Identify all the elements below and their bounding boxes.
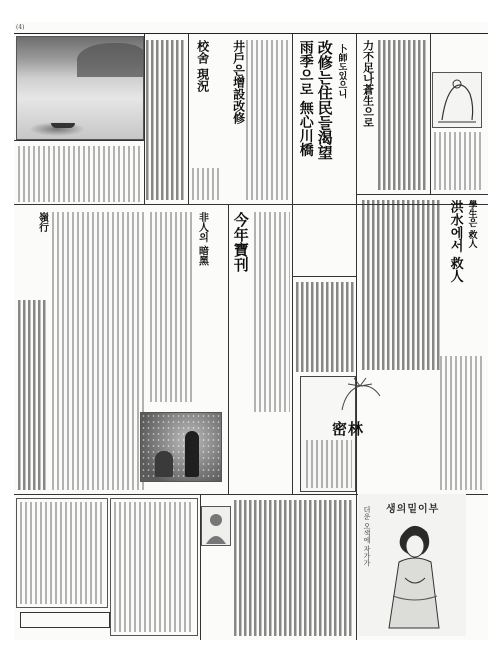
ad-copy: 더운 오색에 자가가 [363, 506, 371, 567]
running-header [14, 22, 488, 34]
text-column [306, 440, 352, 488]
woman-illustration-icon [379, 518, 449, 634]
headline: 校舍 現況 [195, 40, 210, 93]
headline: 非人의 暗黑 [196, 212, 208, 266]
text-column [114, 502, 194, 632]
headline: 嶺行 [36, 212, 48, 232]
headline-sub: 學生은 救人 [466, 200, 477, 249]
boat-shape [51, 123, 75, 128]
small-portrait-icon [201, 506, 231, 546]
text-column [234, 500, 352, 636]
text-column [52, 212, 144, 490]
headline-main: 雨季으로 無心川橋 [297, 40, 314, 157]
figure-shape [185, 431, 199, 477]
section-rule [292, 276, 356, 277]
headline-sub: 卜師도있으니 [336, 44, 347, 98]
text-column [254, 212, 290, 412]
text-column [246, 40, 290, 200]
text-column [440, 356, 484, 490]
text-column [378, 40, 428, 190]
section-rule [356, 194, 488, 195]
column-rule [144, 34, 145, 204]
text-column [362, 200, 442, 370]
page-number: (4) [16, 24, 25, 31]
palm-decoration-icon [336, 376, 384, 412]
headline: 今年寶刊 [231, 212, 250, 272]
snow-texture [141, 413, 221, 481]
text-column [18, 146, 142, 202]
snow-figure-photo-icon [140, 412, 222, 482]
figure-sketch-icon [432, 72, 482, 128]
hill-shape [77, 43, 144, 77]
headline-main: 改修는住民들渴望 [315, 40, 334, 160]
text-column [18, 300, 48, 490]
column-rule [430, 34, 431, 194]
ad-brand: 생의밑이부 [386, 504, 440, 515]
lake-photo-icon [16, 36, 144, 140]
text-column [150, 212, 194, 402]
footer-stamp [20, 612, 110, 628]
cinema-title: 密林 [332, 420, 365, 438]
text-column [192, 168, 220, 200]
column-rule [356, 494, 357, 640]
text-column [434, 132, 484, 190]
figure-shape [155, 451, 173, 477]
headline: 井戶은增設改修 [231, 40, 246, 124]
text-column [20, 502, 104, 604]
text-column [296, 282, 354, 372]
column-rule [188, 34, 189, 204]
text-column [146, 40, 186, 200]
section-rule [14, 140, 144, 141]
column-rule [228, 204, 229, 494]
column-rule [292, 34, 293, 494]
headline: 洪水에서 救人 [447, 200, 463, 283]
headline: 力不足나蒼生으로 [361, 40, 375, 128]
